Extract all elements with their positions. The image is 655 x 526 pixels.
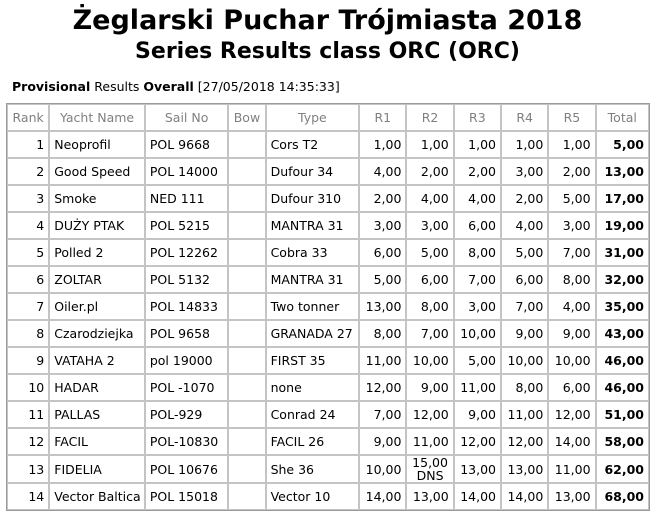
- table-row: [7, 293, 649, 320]
- table-row: [7, 374, 649, 401]
- r1-cell: 14,00: [359, 483, 406, 510]
- r2-cell: 7,00: [406, 320, 453, 347]
- type-cell: Vector 10: [266, 483, 360, 510]
- type-cell: none: [266, 374, 360, 401]
- r4-cell: 7,00: [501, 293, 548, 320]
- r5-cell: 11,00: [548, 455, 595, 483]
- total-cell: 58,00: [596, 428, 649, 455]
- page-title: Żeglarski Puchar Trójmiasta 2018: [72, 5, 583, 36]
- r2-cell: 3,00: [406, 212, 453, 239]
- caption-results-word: Results: [94, 79, 140, 94]
- table-row: [7, 401, 649, 428]
- r5-cell: 4,00: [548, 293, 595, 320]
- table-row: [7, 320, 649, 347]
- type-cell: She 36: [266, 455, 360, 483]
- r3-cell: 7,00: [454, 266, 501, 293]
- total-cell: 31,00: [596, 239, 649, 266]
- r1-cell: 4,00: [359, 158, 406, 185]
- sail-no-cell: POL 9668: [145, 131, 229, 158]
- r1-cell: 13,00: [359, 293, 406, 320]
- type-cell: GRANADA 27: [266, 320, 360, 347]
- rank-cell: 5: [7, 239, 49, 266]
- r3-cell: 8,00: [454, 239, 501, 266]
- r2-cell: 4,00: [406, 185, 453, 212]
- r3-cell: 1,00: [454, 131, 501, 158]
- r4-cell: 1,00: [501, 131, 548, 158]
- total-cell: 43,00: [596, 320, 649, 347]
- sail-no-cell: POL 12262: [145, 239, 229, 266]
- r2-score: 15,00: [412, 455, 448, 470]
- bow-cell: [228, 374, 265, 401]
- r4-cell: 8,00: [501, 374, 548, 401]
- r3-cell: 10,00: [454, 320, 501, 347]
- column-header-r2: R2: [406, 104, 453, 131]
- total-cell: 62,00: [596, 455, 649, 483]
- r5-cell: 8,00: [548, 266, 595, 293]
- type-cell: MANTRA 31: [266, 266, 360, 293]
- r2-cell: 11,00: [406, 428, 453, 455]
- column-header-type: Type: [266, 104, 360, 131]
- yacht-name-cell: Smoke: [49, 185, 145, 212]
- results-table: [6, 103, 650, 511]
- sail-no-cell: POL 14000: [145, 158, 229, 185]
- yacht-name-cell: Polled 2: [49, 239, 145, 266]
- rank-cell: 7: [7, 293, 49, 320]
- r3-cell: 2,00: [454, 158, 501, 185]
- sail-no-cell: POL -1070: [145, 374, 229, 401]
- r1-cell: 6,00: [359, 239, 406, 266]
- rank-cell: 14: [7, 483, 49, 510]
- type-cell: Cors T2: [266, 131, 360, 158]
- type-cell: Dufour 310: [266, 185, 360, 212]
- r1-cell: 1,00: [359, 131, 406, 158]
- r4-cell: 14,00: [501, 483, 548, 510]
- rank-cell: 10: [7, 374, 49, 401]
- r1-cell: 9,00: [359, 428, 406, 455]
- sail-no-cell: POL 9658: [145, 320, 229, 347]
- yacht-name-cell: Vector Baltica: [49, 483, 145, 510]
- bow-cell: [228, 239, 265, 266]
- table-row: [7, 428, 649, 455]
- r1-cell: 2,00: [359, 185, 406, 212]
- yacht-name-cell: ZOLTAR: [49, 266, 145, 293]
- rank-cell: 9: [7, 347, 49, 374]
- total-cell: 19,00: [596, 212, 649, 239]
- r2-cell: 9,00: [406, 374, 453, 401]
- r5-cell: 14,00: [548, 428, 595, 455]
- r1-cell: 8,00: [359, 320, 406, 347]
- r1-cell: 7,00: [359, 401, 406, 428]
- rank-cell: 8: [7, 320, 49, 347]
- total-cell: 35,00: [596, 293, 649, 320]
- r5-cell: 2,00: [548, 158, 595, 185]
- page-subtitle: Series Results class ORC (ORC): [135, 39, 520, 64]
- column-header-sail-no: Sail No: [145, 104, 229, 131]
- r3-cell: 12,00: [454, 428, 501, 455]
- r1-cell: 11,00: [359, 347, 406, 374]
- table-row: [7, 266, 649, 293]
- r2-cell: 5,00: [406, 239, 453, 266]
- r5-cell: 3,00: [548, 212, 595, 239]
- r4-cell: 5,00: [501, 239, 548, 266]
- yacht-name-cell: HADAR: [49, 374, 145, 401]
- total-cell: 51,00: [596, 401, 649, 428]
- total-cell: 5,00: [596, 131, 649, 158]
- column-header-total: Total: [596, 104, 649, 131]
- type-cell: MANTRA 31: [266, 212, 360, 239]
- r5-cell: 10,00: [548, 347, 595, 374]
- r1-cell: 12,00: [359, 374, 406, 401]
- column-header-rank: Rank: [7, 104, 49, 131]
- table-header-row: [7, 104, 649, 131]
- bow-cell: [228, 455, 265, 483]
- r3-cell: 5,00: [454, 347, 501, 374]
- sail-no-cell: POL 14833: [145, 293, 229, 320]
- r4-cell: 11,00: [501, 401, 548, 428]
- bow-cell: [228, 347, 265, 374]
- yacht-name-cell: DUŻY PTAK: [49, 212, 145, 239]
- r5-cell: 13,00: [548, 483, 595, 510]
- caption-status: Provisional: [12, 79, 91, 94]
- column-header-yacht-name: Yacht Name: [49, 104, 145, 131]
- sail-no-cell: POL 5215: [145, 212, 229, 239]
- table-row: [7, 185, 649, 212]
- r2-cell: 13,00: [406, 483, 453, 510]
- caption-scope: Overall: [143, 79, 194, 94]
- total-cell: 46,00: [596, 347, 649, 374]
- yacht-name-cell: FIDELIA: [49, 455, 145, 483]
- r4-cell: 6,00: [501, 266, 548, 293]
- r2-cell: 12,00: [406, 401, 453, 428]
- total-cell: 46,00: [596, 374, 649, 401]
- bow-cell: [228, 185, 265, 212]
- sail-no-cell: pol 19000: [145, 347, 229, 374]
- type-cell: Conrad 24: [266, 401, 360, 428]
- total-cell: 13,00: [596, 158, 649, 185]
- table-row: [7, 131, 649, 158]
- r2-cell: 10,00: [406, 347, 453, 374]
- table-row: [7, 239, 649, 266]
- r2-cell: [406, 455, 453, 483]
- r4-cell: 9,00: [501, 320, 548, 347]
- rank-cell: 6: [7, 266, 49, 293]
- r4-cell: 13,00: [501, 455, 548, 483]
- r5-cell: 12,00: [548, 401, 595, 428]
- sail-no-cell: POL-10830: [145, 428, 229, 455]
- yacht-name-cell: Oiler.pl: [49, 293, 145, 320]
- rank-cell: 12: [7, 428, 49, 455]
- total-cell: 17,00: [596, 185, 649, 212]
- r4-cell: 12,00: [501, 428, 548, 455]
- sail-no-cell: POL 15018: [145, 483, 229, 510]
- bow-cell: [228, 483, 265, 510]
- yacht-name-cell: PALLAS: [49, 401, 145, 428]
- r2-cell: 6,00: [406, 266, 453, 293]
- r2-cell: 8,00: [406, 293, 453, 320]
- r5-cell: 5,00: [548, 185, 595, 212]
- sail-no-cell: NED 111: [145, 185, 229, 212]
- r3-cell: 4,00: [454, 185, 501, 212]
- r1-cell: 10,00: [359, 455, 406, 483]
- r5-cell: 9,00: [548, 320, 595, 347]
- column-header-bow: Bow: [228, 104, 265, 131]
- rank-cell: 1: [7, 131, 49, 158]
- r4-cell: 2,00: [501, 185, 548, 212]
- r5-cell: 6,00: [548, 374, 595, 401]
- results-caption: [12, 79, 340, 95]
- table-row: [7, 158, 649, 185]
- r1-cell: 3,00: [359, 212, 406, 239]
- bow-cell: [228, 131, 265, 158]
- r4-cell: 3,00: [501, 158, 548, 185]
- type-cell: Two tonner: [266, 293, 360, 320]
- table-row: [7, 483, 649, 510]
- table-row: [7, 347, 649, 374]
- rank-cell: 13: [7, 455, 49, 483]
- type-cell: FACIL 26: [266, 428, 360, 455]
- r1-cell: 5,00: [359, 266, 406, 293]
- r3-cell: 9,00: [454, 401, 501, 428]
- r2-dns-code: DNS: [416, 468, 444, 483]
- column-header-r1: R1: [359, 104, 406, 131]
- sail-no-cell: POL 5132: [145, 266, 229, 293]
- rank-cell: 3: [7, 185, 49, 212]
- r3-cell: 11,00: [454, 374, 501, 401]
- total-cell: 32,00: [596, 266, 649, 293]
- total-cell: 68,00: [596, 483, 649, 510]
- r5-cell: 1,00: [548, 131, 595, 158]
- column-header-r3: R3: [454, 104, 501, 131]
- bow-cell: [228, 320, 265, 347]
- bow-cell: [228, 293, 265, 320]
- yacht-name-cell: Neoprofil: [49, 131, 145, 158]
- bow-cell: [228, 401, 265, 428]
- bow-cell: [228, 212, 265, 239]
- r3-cell: 3,00: [454, 293, 501, 320]
- type-cell: Cobra 33: [266, 239, 360, 266]
- type-cell: FIRST 35: [266, 347, 360, 374]
- r2-cell: 1,00: [406, 131, 453, 158]
- column-header-r4: R4: [501, 104, 548, 131]
- table-row: [7, 212, 649, 239]
- bow-cell: [228, 158, 265, 185]
- bow-cell: [228, 266, 265, 293]
- yacht-name-cell: VATAHA 2: [49, 347, 145, 374]
- rank-cell: 4: [7, 212, 49, 239]
- type-cell: Dufour 34: [266, 158, 360, 185]
- table-row: [7, 455, 649, 483]
- r5-cell: 7,00: [548, 239, 595, 266]
- r3-cell: 13,00: [454, 455, 501, 483]
- r2-cell: 2,00: [406, 158, 453, 185]
- caption-timestamp: [27/05/2018 14:35:33]: [197, 79, 340, 94]
- rank-cell: 2: [7, 158, 49, 185]
- sail-no-cell: POL-929: [145, 401, 229, 428]
- yacht-name-cell: Good Speed: [49, 158, 145, 185]
- yacht-name-cell: FACIL: [49, 428, 145, 455]
- sail-no-cell: POL 10676: [145, 455, 229, 483]
- r3-cell: 14,00: [454, 483, 501, 510]
- yacht-name-cell: Czarodziejka: [49, 320, 145, 347]
- r3-cell: 6,00: [454, 212, 501, 239]
- r4-cell: 10,00: [501, 347, 548, 374]
- rank-cell: 11: [7, 401, 49, 428]
- r4-cell: 4,00: [501, 212, 548, 239]
- bow-cell: [228, 428, 265, 455]
- column-header-r5: R5: [548, 104, 595, 131]
